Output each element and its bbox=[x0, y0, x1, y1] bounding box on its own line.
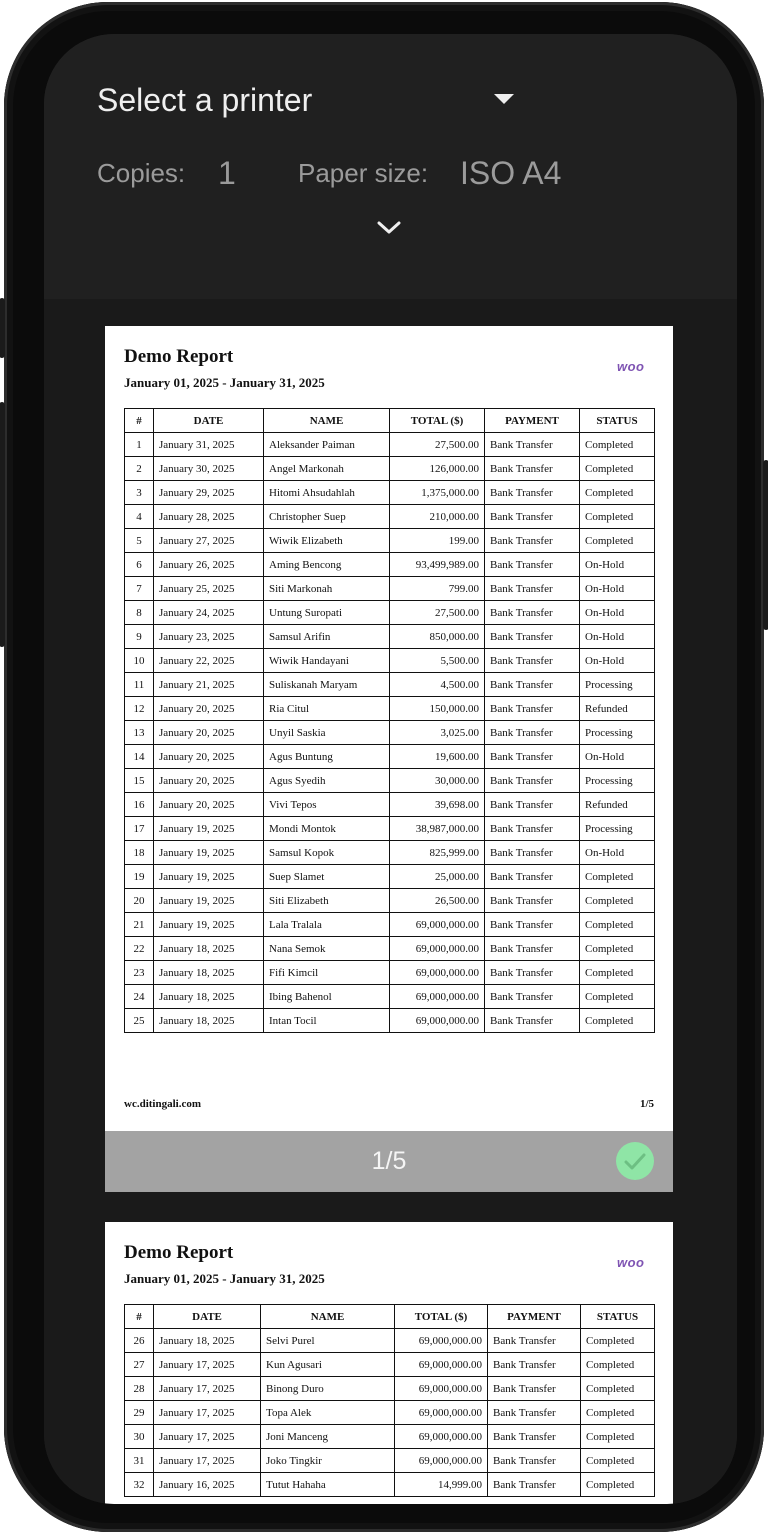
status-cell: Completed bbox=[580, 985, 655, 1009]
date-cell: January 18, 2025 bbox=[154, 961, 264, 985]
name-cell: Samsul Arifin bbox=[264, 625, 390, 649]
row-number-cell: 24 bbox=[125, 985, 154, 1009]
name-cell: Siti Elizabeth bbox=[264, 889, 390, 913]
payment-cell: Bank Transfer bbox=[485, 865, 580, 889]
column-header: NAME bbox=[264, 409, 390, 433]
date-cell: January 20, 2025 bbox=[154, 745, 264, 769]
table-row bbox=[125, 745, 655, 769]
date-cell: January 18, 2025 bbox=[154, 1009, 264, 1033]
copies-label: Copies: bbox=[97, 158, 186, 188]
phone-side-button bbox=[0, 402, 5, 647]
total-cell: 25,000.00 bbox=[390, 865, 485, 889]
status-cell: Completed bbox=[581, 1329, 655, 1353]
payment-cell: Bank Transfer bbox=[488, 1401, 581, 1425]
total-cell: 27,500.00 bbox=[390, 601, 485, 625]
payment-cell: Bank Transfer bbox=[488, 1425, 581, 1449]
total-cell: 5,500.00 bbox=[390, 649, 485, 673]
total-cell: 69,000,000.00 bbox=[395, 1353, 488, 1377]
status-cell: Completed bbox=[580, 961, 655, 985]
name-cell: Kun Agusari bbox=[261, 1353, 395, 1377]
name-cell: Suliskanah Maryam bbox=[264, 673, 390, 697]
name-cell: Vivi Tepos bbox=[264, 793, 390, 817]
column-header: TOTAL ($) bbox=[390, 409, 485, 433]
paper-size-label: Paper size: bbox=[298, 158, 429, 188]
name-cell: Suep Slamet bbox=[264, 865, 390, 889]
name-cell: Angel Markonah bbox=[264, 457, 390, 481]
total-cell: 69,000,000.00 bbox=[390, 961, 485, 985]
total-cell: 69,000,000.00 bbox=[390, 985, 485, 1009]
status-cell: Completed bbox=[580, 913, 655, 937]
date-cell: January 17, 2025 bbox=[154, 1401, 261, 1425]
date-cell: January 20, 2025 bbox=[154, 721, 264, 745]
total-cell: 93,499,989.00 bbox=[390, 553, 485, 577]
table-row bbox=[125, 601, 655, 625]
copies-value[interactable]: 1 bbox=[218, 155, 236, 191]
total-cell: 3,025.00 bbox=[390, 721, 485, 745]
date-cell: January 21, 2025 bbox=[154, 673, 264, 697]
status-cell: Processing bbox=[580, 817, 655, 841]
total-cell: 69,000,000.00 bbox=[395, 1329, 488, 1353]
name-cell: Ibing Bahenol bbox=[264, 985, 390, 1009]
row-number-cell: 16 bbox=[125, 793, 154, 817]
payment-cell: Bank Transfer bbox=[485, 529, 580, 553]
column-header: STATUS bbox=[581, 1305, 655, 1329]
name-cell: Hitomi Ahsudahlah bbox=[264, 481, 390, 505]
name-cell: Selvi Purel bbox=[261, 1329, 395, 1353]
woo-logo: woo bbox=[617, 1255, 645, 1270]
total-cell: 69,000,000.00 bbox=[395, 1377, 488, 1401]
row-number-cell: 3 bbox=[125, 481, 154, 505]
table-row bbox=[125, 1377, 655, 1401]
name-cell: Lala Tralala bbox=[264, 913, 390, 937]
date-cell: January 24, 2025 bbox=[154, 601, 264, 625]
date-cell: January 19, 2025 bbox=[154, 913, 264, 937]
date-cell: January 31, 2025 bbox=[154, 433, 264, 457]
status-cell: Refunded bbox=[580, 697, 655, 721]
status-cell: Processing bbox=[580, 673, 655, 697]
payment-cell: Bank Transfer bbox=[488, 1329, 581, 1353]
table-row bbox=[125, 793, 655, 817]
payment-cell: Bank Transfer bbox=[488, 1377, 581, 1401]
payment-cell: Bank Transfer bbox=[485, 841, 580, 865]
status-cell: On-Hold bbox=[580, 841, 655, 865]
table-row bbox=[125, 505, 655, 529]
column-header: TOTAL ($) bbox=[395, 1305, 488, 1329]
row-number-cell: 15 bbox=[125, 769, 154, 793]
row-number-cell: 21 bbox=[125, 913, 154, 937]
date-cell: January 18, 2025 bbox=[154, 985, 264, 1009]
date-cell: January 16, 2025 bbox=[154, 1473, 261, 1497]
table-row bbox=[125, 433, 655, 457]
date-cell: January 23, 2025 bbox=[154, 625, 264, 649]
payment-cell: Bank Transfer bbox=[485, 601, 580, 625]
table-row bbox=[125, 769, 655, 793]
date-cell: January 17, 2025 bbox=[154, 1425, 261, 1449]
row-number-cell: 2 bbox=[125, 457, 154, 481]
status-cell: On-Hold bbox=[580, 577, 655, 601]
row-number-cell: 32 bbox=[125, 1473, 154, 1497]
status-cell: On-Hold bbox=[580, 625, 655, 649]
payment-cell: Bank Transfer bbox=[485, 1009, 580, 1033]
total-cell: 30,000.00 bbox=[390, 769, 485, 793]
column-header: PAYMENT bbox=[485, 409, 580, 433]
table-header bbox=[125, 1305, 655, 1329]
name-cell: Nana Semok bbox=[264, 937, 390, 961]
payment-cell: Bank Transfer bbox=[485, 697, 580, 721]
expand-chevron-icon[interactable] bbox=[377, 220, 401, 236]
date-cell: January 17, 2025 bbox=[154, 1377, 261, 1401]
total-cell: 799.00 bbox=[390, 577, 485, 601]
payment-cell: Bank Transfer bbox=[488, 1353, 581, 1377]
status-cell: Completed bbox=[581, 1377, 655, 1401]
total-cell: 39,698.00 bbox=[390, 793, 485, 817]
status-cell: Processing bbox=[580, 769, 655, 793]
row-number-cell: 8 bbox=[125, 601, 154, 625]
total-cell: 27,500.00 bbox=[390, 433, 485, 457]
table-row bbox=[125, 913, 655, 937]
print-preview-area bbox=[44, 299, 737, 1504]
preview-page[interactable] bbox=[105, 326, 673, 1131]
total-cell: 150,000.00 bbox=[390, 697, 485, 721]
row-number-cell: 10 bbox=[125, 649, 154, 673]
row-number-cell: 28 bbox=[125, 1377, 154, 1401]
payment-cell: Bank Transfer bbox=[485, 625, 580, 649]
table-row bbox=[125, 481, 655, 505]
date-cell: January 29, 2025 bbox=[154, 481, 264, 505]
screen bbox=[44, 34, 737, 1504]
name-cell: Binong Duro bbox=[261, 1377, 395, 1401]
table-row bbox=[125, 889, 655, 913]
phone-side-button bbox=[0, 298, 5, 358]
table-row bbox=[125, 457, 655, 481]
total-cell: 19,600.00 bbox=[390, 745, 485, 769]
total-cell: 850,000.00 bbox=[390, 625, 485, 649]
date-cell: January 18, 2025 bbox=[154, 937, 264, 961]
payment-cell: Bank Transfer bbox=[485, 721, 580, 745]
column-header: NAME bbox=[261, 1305, 395, 1329]
report-date-range: January 01, 2025 - January 31, 2025 bbox=[124, 1271, 325, 1286]
footer-page-number: 1/5 bbox=[639, 1098, 654, 1110]
total-cell: 69,000,000.00 bbox=[395, 1425, 488, 1449]
total-cell: 1,375,000.00 bbox=[390, 481, 485, 505]
row-number-cell: 20 bbox=[125, 889, 154, 913]
date-cell: January 28, 2025 bbox=[154, 505, 264, 529]
table-header bbox=[125, 409, 655, 433]
column-header: DATE bbox=[154, 1305, 261, 1329]
table-row bbox=[125, 529, 655, 553]
date-cell: January 30, 2025 bbox=[154, 457, 264, 481]
payment-cell: Bank Transfer bbox=[485, 817, 580, 841]
total-cell: 69,000,000.00 bbox=[395, 1449, 488, 1473]
row-number-cell: 14 bbox=[125, 745, 154, 769]
paper-size-value[interactable]: ISO A4 bbox=[460, 155, 562, 191]
status-cell: Refunded bbox=[580, 793, 655, 817]
payment-cell: Bank Transfer bbox=[485, 457, 580, 481]
row-number-cell: 19 bbox=[125, 865, 154, 889]
payment-cell: Bank Transfer bbox=[485, 769, 580, 793]
payment-cell: Bank Transfer bbox=[485, 649, 580, 673]
name-cell: Untung Suropati bbox=[264, 601, 390, 625]
name-cell: Wiwik Elizabeth bbox=[264, 529, 390, 553]
report-table bbox=[124, 1304, 655, 1497]
date-cell: January 19, 2025 bbox=[154, 841, 264, 865]
row-number-cell: 11 bbox=[125, 673, 154, 697]
date-cell: January 22, 2025 bbox=[154, 649, 264, 673]
column-header: # bbox=[125, 409, 154, 433]
phone-frame bbox=[4, 2, 764, 1532]
total-cell: 26,500.00 bbox=[390, 889, 485, 913]
row-number-cell: 30 bbox=[125, 1425, 154, 1449]
payment-cell: Bank Transfer bbox=[485, 553, 580, 577]
total-cell: 210,000.00 bbox=[390, 505, 485, 529]
payment-cell: Bank Transfer bbox=[485, 985, 580, 1009]
name-cell: Topa Alek bbox=[261, 1401, 395, 1425]
status-cell: On-Hold bbox=[580, 553, 655, 577]
date-cell: January 17, 2025 bbox=[154, 1449, 261, 1473]
name-cell: Aming Bencong bbox=[264, 553, 390, 577]
table-row bbox=[125, 625, 655, 649]
name-cell: Siti Markonah bbox=[264, 577, 390, 601]
table-row bbox=[125, 1329, 655, 1353]
status-cell: Completed bbox=[580, 1009, 655, 1033]
report-date-range: January 01, 2025 - January 31, 2025 bbox=[124, 375, 325, 390]
row-number-cell: 26 bbox=[125, 1329, 154, 1353]
total-cell: 38,987,000.00 bbox=[390, 817, 485, 841]
page-selection-bar[interactable] bbox=[105, 1131, 673, 1192]
status-cell: Completed bbox=[581, 1353, 655, 1377]
total-cell: 69,000,000.00 bbox=[390, 937, 485, 961]
total-cell: 825,999.00 bbox=[390, 841, 485, 865]
total-cell: 199.00 bbox=[390, 529, 485, 553]
table-row bbox=[125, 697, 655, 721]
payment-cell: Bank Transfer bbox=[485, 577, 580, 601]
report-title: Demo Report bbox=[124, 346, 234, 367]
payment-cell: Bank Transfer bbox=[485, 481, 580, 505]
column-header: # bbox=[125, 1305, 154, 1329]
row-number-cell: 29 bbox=[125, 1401, 154, 1425]
table-row bbox=[125, 961, 655, 985]
row-number-cell: 1 bbox=[125, 433, 154, 457]
table-row bbox=[125, 937, 655, 961]
status-cell: Completed bbox=[580, 457, 655, 481]
total-cell: 14,999.00 bbox=[395, 1473, 488, 1497]
column-header: STATUS bbox=[580, 409, 655, 433]
name-cell: Joko Tingkir bbox=[261, 1449, 395, 1473]
table-row bbox=[125, 649, 655, 673]
status-cell: Completed bbox=[581, 1425, 655, 1449]
woo-logo: woo bbox=[617, 359, 645, 374]
row-number-cell: 13 bbox=[125, 721, 154, 745]
total-cell: 69,000,000.00 bbox=[390, 1009, 485, 1033]
printer-select[interactable]: Select a printer bbox=[97, 82, 313, 118]
row-number-cell: 27 bbox=[125, 1353, 154, 1377]
status-cell: Completed bbox=[580, 865, 655, 889]
total-cell: 4,500.00 bbox=[390, 673, 485, 697]
row-number-cell: 7 bbox=[125, 577, 154, 601]
payment-cell: Bank Transfer bbox=[485, 505, 580, 529]
name-cell: Samsul Kopok bbox=[264, 841, 390, 865]
print-settings-header bbox=[44, 34, 737, 299]
name-cell: Agus Buntung bbox=[264, 745, 390, 769]
page-selected-check-icon[interactable] bbox=[616, 1142, 654, 1180]
row-number-cell: 6 bbox=[125, 553, 154, 577]
date-cell: January 25, 2025 bbox=[154, 577, 264, 601]
name-cell: Tutut Hahaha bbox=[261, 1473, 395, 1497]
row-number-cell: 17 bbox=[125, 817, 154, 841]
date-cell: January 27, 2025 bbox=[154, 529, 264, 553]
row-number-cell: 22 bbox=[125, 937, 154, 961]
table-row bbox=[125, 1425, 655, 1449]
status-cell: Completed bbox=[581, 1401, 655, 1425]
total-cell: 69,000,000.00 bbox=[390, 913, 485, 937]
status-cell: Completed bbox=[581, 1473, 655, 1497]
report-title: Demo Report bbox=[124, 1242, 234, 1263]
status-cell: Completed bbox=[580, 481, 655, 505]
table-row bbox=[125, 577, 655, 601]
payment-cell: Bank Transfer bbox=[485, 937, 580, 961]
row-number-cell: 18 bbox=[125, 841, 154, 865]
table-row bbox=[125, 1401, 655, 1425]
status-cell: Processing bbox=[580, 721, 655, 745]
payment-cell: Bank Transfer bbox=[485, 673, 580, 697]
table-row bbox=[125, 841, 655, 865]
name-cell: Ria Citul bbox=[264, 697, 390, 721]
table-row bbox=[125, 673, 655, 697]
status-cell: Completed bbox=[580, 889, 655, 913]
table-row bbox=[125, 721, 655, 745]
payment-cell: Bank Transfer bbox=[488, 1449, 581, 1473]
footer-site: wc.ditingali.com bbox=[124, 1098, 201, 1110]
table-row bbox=[125, 1449, 655, 1473]
status-cell: Completed bbox=[580, 529, 655, 553]
payment-cell: Bank Transfer bbox=[488, 1473, 581, 1497]
table-row bbox=[125, 1473, 655, 1497]
date-cell: January 20, 2025 bbox=[154, 769, 264, 793]
status-cell: Completed bbox=[580, 505, 655, 529]
status-cell: Completed bbox=[581, 1449, 655, 1473]
name-cell: Wiwik Handayani bbox=[264, 649, 390, 673]
column-header: DATE bbox=[154, 409, 264, 433]
row-number-cell: 4 bbox=[125, 505, 154, 529]
payment-cell: Bank Transfer bbox=[485, 961, 580, 985]
date-cell: January 20, 2025 bbox=[154, 793, 264, 817]
date-cell: January 20, 2025 bbox=[154, 697, 264, 721]
table-row bbox=[125, 553, 655, 577]
row-number-cell: 31 bbox=[125, 1449, 154, 1473]
date-cell: January 19, 2025 bbox=[154, 817, 264, 841]
status-cell: Completed bbox=[580, 937, 655, 961]
payment-cell: Bank Transfer bbox=[485, 793, 580, 817]
table-row bbox=[125, 865, 655, 889]
row-number-cell: 5 bbox=[125, 529, 154, 553]
row-number-cell: 23 bbox=[125, 961, 154, 985]
table-row bbox=[125, 1353, 655, 1377]
phone-side-button bbox=[763, 460, 768, 630]
status-cell: On-Hold bbox=[580, 649, 655, 673]
date-cell: January 17, 2025 bbox=[154, 1353, 261, 1377]
dropdown-arrow-icon[interactable] bbox=[494, 94, 514, 104]
payment-cell: Bank Transfer bbox=[485, 745, 580, 769]
status-cell: On-Hold bbox=[580, 745, 655, 769]
row-number-cell: 25 bbox=[125, 1009, 154, 1033]
status-cell: On-Hold bbox=[580, 601, 655, 625]
date-cell: January 19, 2025 bbox=[154, 889, 264, 913]
row-number-cell: 9 bbox=[125, 625, 154, 649]
name-cell: Mondi Montok bbox=[264, 817, 390, 841]
name-cell: Christopher Suep bbox=[264, 505, 390, 529]
name-cell: Agus Syedih bbox=[264, 769, 390, 793]
payment-cell: Bank Transfer bbox=[485, 913, 580, 937]
date-cell: January 19, 2025 bbox=[154, 865, 264, 889]
preview-page[interactable] bbox=[105, 1222, 673, 1504]
table-row bbox=[125, 1009, 655, 1033]
name-cell: Unyil Saskia bbox=[264, 721, 390, 745]
row-number-cell: 12 bbox=[125, 697, 154, 721]
report-table bbox=[124, 408, 655, 1033]
name-cell: Fifi Kimcil bbox=[264, 961, 390, 985]
payment-cell: Bank Transfer bbox=[485, 433, 580, 457]
date-cell: January 18, 2025 bbox=[154, 1329, 261, 1353]
table-row bbox=[125, 985, 655, 1009]
date-cell: January 26, 2025 bbox=[154, 553, 264, 577]
page-indicator: 1/5 bbox=[371, 1147, 407, 1175]
name-cell: Aleksander Paiman bbox=[264, 433, 390, 457]
name-cell: Intan Tocil bbox=[264, 1009, 390, 1033]
payment-cell: Bank Transfer bbox=[485, 889, 580, 913]
status-cell: Completed bbox=[580, 433, 655, 457]
total-cell: 69,000,000.00 bbox=[395, 1401, 488, 1425]
name-cell: Joni Manceng bbox=[261, 1425, 395, 1449]
total-cell: 126,000.00 bbox=[390, 457, 485, 481]
table-row bbox=[125, 817, 655, 841]
column-header: PAYMENT bbox=[488, 1305, 581, 1329]
